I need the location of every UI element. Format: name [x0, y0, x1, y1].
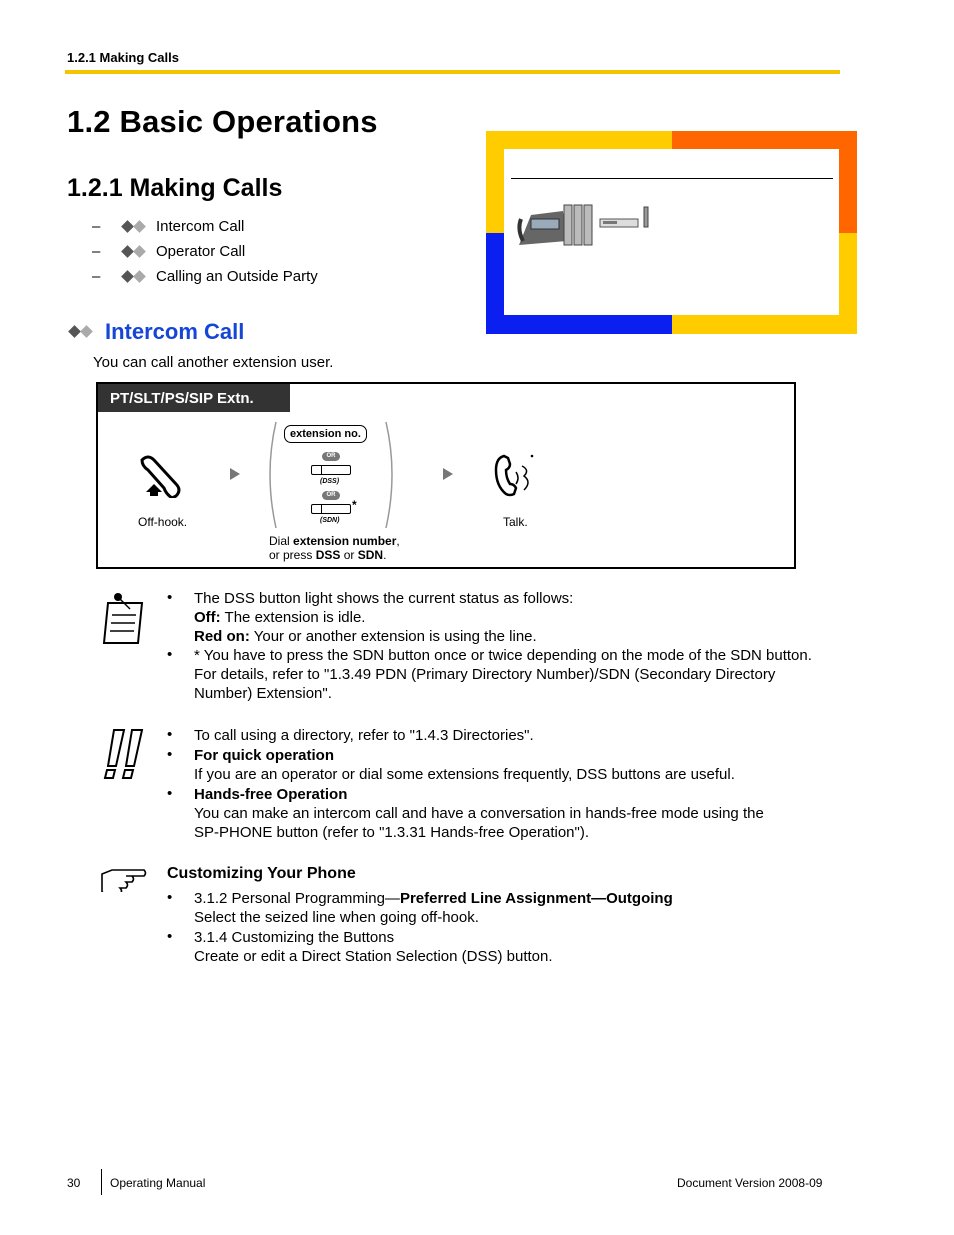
toc-label[interactable]: Operator Call: [156, 243, 246, 260]
tip-hands-free: Hands-free Operation You can make an intercom call and have a conversation in hands-free mode using the SP-PHONE button (refer to "1.3.31 Hands-free Operation").: [194, 786, 764, 841]
sdn-star: *: [352, 498, 357, 512]
intercom-heading: [67, 319, 244, 345]
note-dss-status: The DSS button light shows the current status as follows: Off: The extension is idle. Red on: Your or another extension is using the line.: [194, 590, 574, 645]
diamond-icon: [120, 220, 150, 234]
toc-dash: –: [92, 243, 101, 260]
page-number: 30: [67, 1176, 81, 1190]
device-images: [517, 197, 667, 257]
note-sdn: * You have to press the SDN button once or twice depending on the mode of the SDN button. For details, refer to "1.3.49 PDN (Primary Directory Number)/SDN (Secondary Directory Number) Extension".: [194, 647, 812, 702]
footer-manual-name: Operating Manual: [110, 1176, 206, 1190]
customize-item-buttons[interactable]: 3.1.4 Customizing the Buttons Create or edit a Direct Station Selection (DSS) button.: [194, 929, 553, 965]
arrow-right-icon: [443, 468, 453, 480]
toc-item[interactable]: [92, 243, 245, 260]
toc-dash: –: [92, 268, 101, 285]
extension-number-label: extension no.: [284, 425, 367, 443]
important-icon: [100, 728, 144, 780]
or-badge: OR: [322, 452, 340, 461]
header-rule: [65, 70, 840, 74]
talk-icon: [494, 452, 540, 500]
tip-quick-operation: For quick operation If you are an operator or dial some extensions frequently, DSS buttons are useful.: [194, 747, 735, 783]
toc-item[interactable]: [92, 218, 244, 235]
procedure-box: [96, 382, 796, 569]
intercom-intro: You can call another extension user.: [93, 354, 334, 371]
sdn-button: [311, 504, 351, 514]
customize-heading: Customizing Your Phone: [167, 865, 356, 882]
bullet: •: [167, 785, 173, 802]
section-title: 1.2.1 Making Calls: [67, 174, 283, 202]
toc-item[interactable]: [92, 268, 318, 285]
intercom-heading-label: Intercom Call: [105, 319, 245, 344]
footer-version: Document Version 2008-09: [677, 1176, 823, 1190]
step-talk-caption: Talk.: [503, 515, 528, 529]
toc-label[interactable]: Calling an Outside Party: [156, 268, 318, 285]
bullet: •: [167, 726, 173, 743]
diamond-icon: [67, 325, 97, 339]
sdn-caption: (SDN): [320, 517, 340, 524]
dss-button: [311, 465, 351, 475]
device-panel: [486, 131, 857, 334]
panel-rule: [511, 178, 833, 179]
note-icon: [100, 591, 146, 647]
panel-inner: [504, 149, 839, 315]
bullet: •: [167, 928, 173, 945]
toc-label[interactable]: Intercom Call: [156, 218, 245, 235]
procedure-tab: PT/SLT/PS/SIP Extn.: [98, 384, 290, 412]
toc-dash: –: [92, 218, 101, 235]
tip-directory: To call using a directory, refer to "1.4.3 Directories".: [194, 727, 534, 744]
step-off-hook-caption: Off-hook.: [138, 515, 188, 529]
pointing-hand-icon: [100, 866, 148, 892]
arrow-right-icon: [230, 468, 240, 480]
bullet: •: [167, 746, 173, 763]
bullet: •: [167, 646, 173, 663]
off-hook-icon: [134, 454, 186, 498]
bullet: •: [167, 889, 173, 906]
or-badge: OR: [322, 491, 340, 500]
page-title: 1.2 Basic Operations: [67, 104, 378, 139]
footer-divider: [101, 1169, 102, 1195]
bullet: •: [167, 589, 173, 606]
desk-phone-icon: [519, 205, 592, 245]
dss-caption: (DSS): [320, 478, 340, 485]
diamond-icon: [120, 270, 150, 284]
diamond-icon: [120, 245, 150, 259]
dect-base-icon: [600, 207, 648, 227]
dial-caption: Dial extension number, or press DSS or SDN.: [269, 534, 400, 562]
customize-item-preferred-line[interactable]: 3.1.2 Personal Programming—Preferred Line Assignment—Outgoing Select the seized line when going off-hook.: [194, 890, 673, 926]
running-header: 1.2.1 Making Calls: [67, 50, 179, 65]
